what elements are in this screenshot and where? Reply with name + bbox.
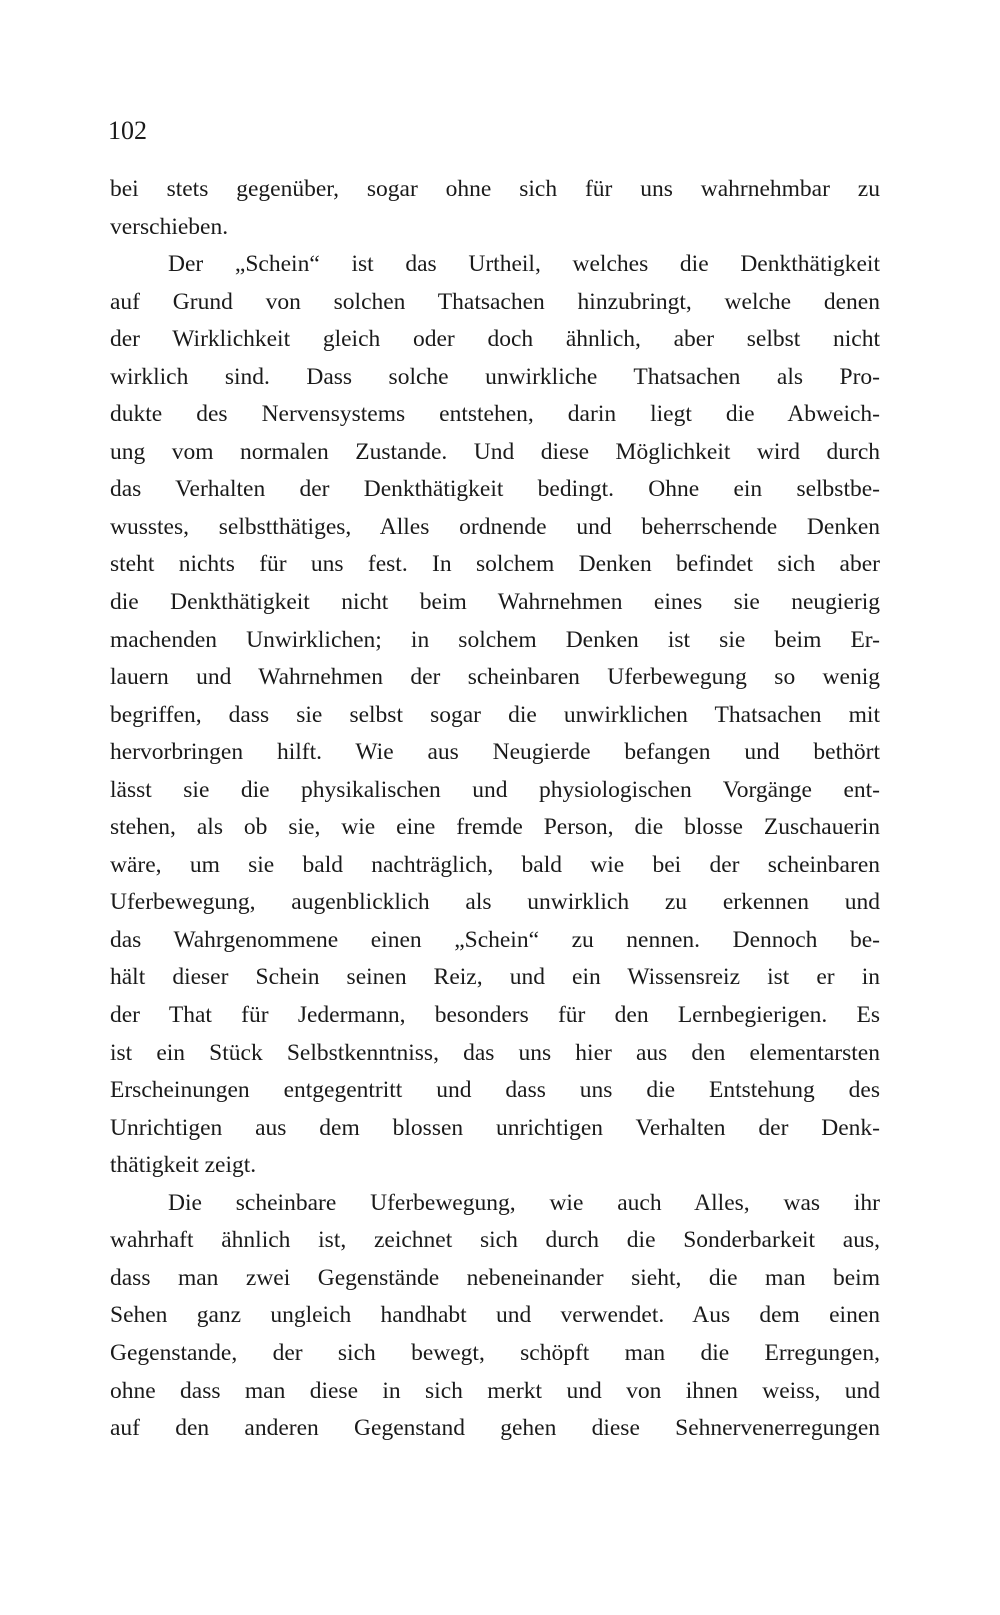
body-text xyxy=(110,171,880,1448)
text-line: lauern und Wahrnehmen der scheinbaren Uferbewegung so wenig xyxy=(110,664,880,691)
text-line: das Verhalten der Denkthätigkeit bedingt. Ohne ein selbstbe- xyxy=(110,476,880,503)
text-line: wusstes, selbstthätiges, Alles ordnende und beherrschende Denken xyxy=(110,513,880,540)
text-line: lässt sie die physikalischen und physiologischen Vorgänge ent- xyxy=(110,776,880,803)
text-line: Erscheinungen entgegentritt und dass uns die Entstehung des xyxy=(110,1077,880,1104)
text-line: auf den anderen Gegenstand gehen diese Sehnervenerregungen xyxy=(110,1415,880,1442)
text-line: hält dieser Schein seinen Reiz, und ein Wissensreiz ist er in xyxy=(110,964,880,991)
text-line: wäre, um sie bald nachträglich, bald wie bei der scheinbaren xyxy=(110,851,880,878)
text-line: dass man zwei Gegenstände nebeneinander sieht, die man beim xyxy=(110,1264,880,1291)
text-line: wirklich sind. Dass solche unwirkliche Thatsachen als Pro- xyxy=(110,363,880,390)
text-line: der Wirklichkeit gleich oder doch ähnlich, aber selbst nicht xyxy=(110,326,880,353)
text-line: der That für Jedermann, besonders für den Lernbegierigen. Es xyxy=(110,1002,880,1029)
text-line: Gegenstande, der sich bewegt, schöpft man die Erregungen, xyxy=(110,1339,880,1366)
text-line: thätigkeit zeigt. xyxy=(110,1152,257,1179)
text-line: Unrichtigen aus dem blossen unrichtigen Verhalten der Denk- xyxy=(110,1114,880,1141)
text-line: Uferbewegung, augenblicklich als unwirklich zu erkennen und xyxy=(110,889,880,916)
text-line: Sehen ganz ungleich handhabt und verwendet. Aus dem einen xyxy=(110,1302,880,1329)
text-line: die Denkthätigkeit nicht beim Wahrnehmen eines sie neugierig xyxy=(110,589,880,616)
text-line: verschieben. xyxy=(110,213,229,240)
text-line: stehen, als ob sie, wie eine fremde Person, die blosse Zuschauerin xyxy=(110,814,880,841)
page-number: 102 xyxy=(108,116,147,145)
text-line: Der „Schein“ ist das Urtheil, welches die Denkthätigkeit xyxy=(168,251,880,278)
text-line: Die scheinbare Uferbewegung, wie auch Alles, was ihr xyxy=(168,1189,880,1216)
text-line: begriffen, dass sie selbst sogar die unwirklichen Thatsachen mit xyxy=(110,701,880,728)
text-line: ist ein Stück Selbstkenntniss, das uns hier aus den elementarsten xyxy=(110,1039,880,1066)
text-line: hervorbringen hilft. Wie aus Neugierde befangen und bethört xyxy=(110,739,880,766)
text-line: auf Grund von solchen Thatsachen hinzubringt, welche denen xyxy=(110,288,880,315)
text-line: ung vom normalen Zustande. Und diese Möglichkeit wird durch xyxy=(110,438,880,465)
text-line: machenden Unwirklichen; in solchem Denken ist sie beim Er- xyxy=(110,626,880,653)
text-line: steht nichts für uns fest. In solchem Denken befindet sich aber xyxy=(110,551,880,578)
text-line: das Wahrgenommene einen „Schein“ zu nennen. Dennoch be- xyxy=(110,926,880,953)
text-line: dukte des Nervensystems entstehen, darin liegt die Abweich- xyxy=(110,401,880,428)
text-line: bei stets gegenüber, sogar ohne sich für uns wahrnehmbar zu xyxy=(110,176,880,202)
text-line: wahrhaft ähnlich ist, zeichnet sich durch die Sonderbarkeit aus, xyxy=(110,1227,880,1254)
text-line: ohne dass man diese in sich merkt und von ihnen weiss, und xyxy=(110,1377,880,1404)
